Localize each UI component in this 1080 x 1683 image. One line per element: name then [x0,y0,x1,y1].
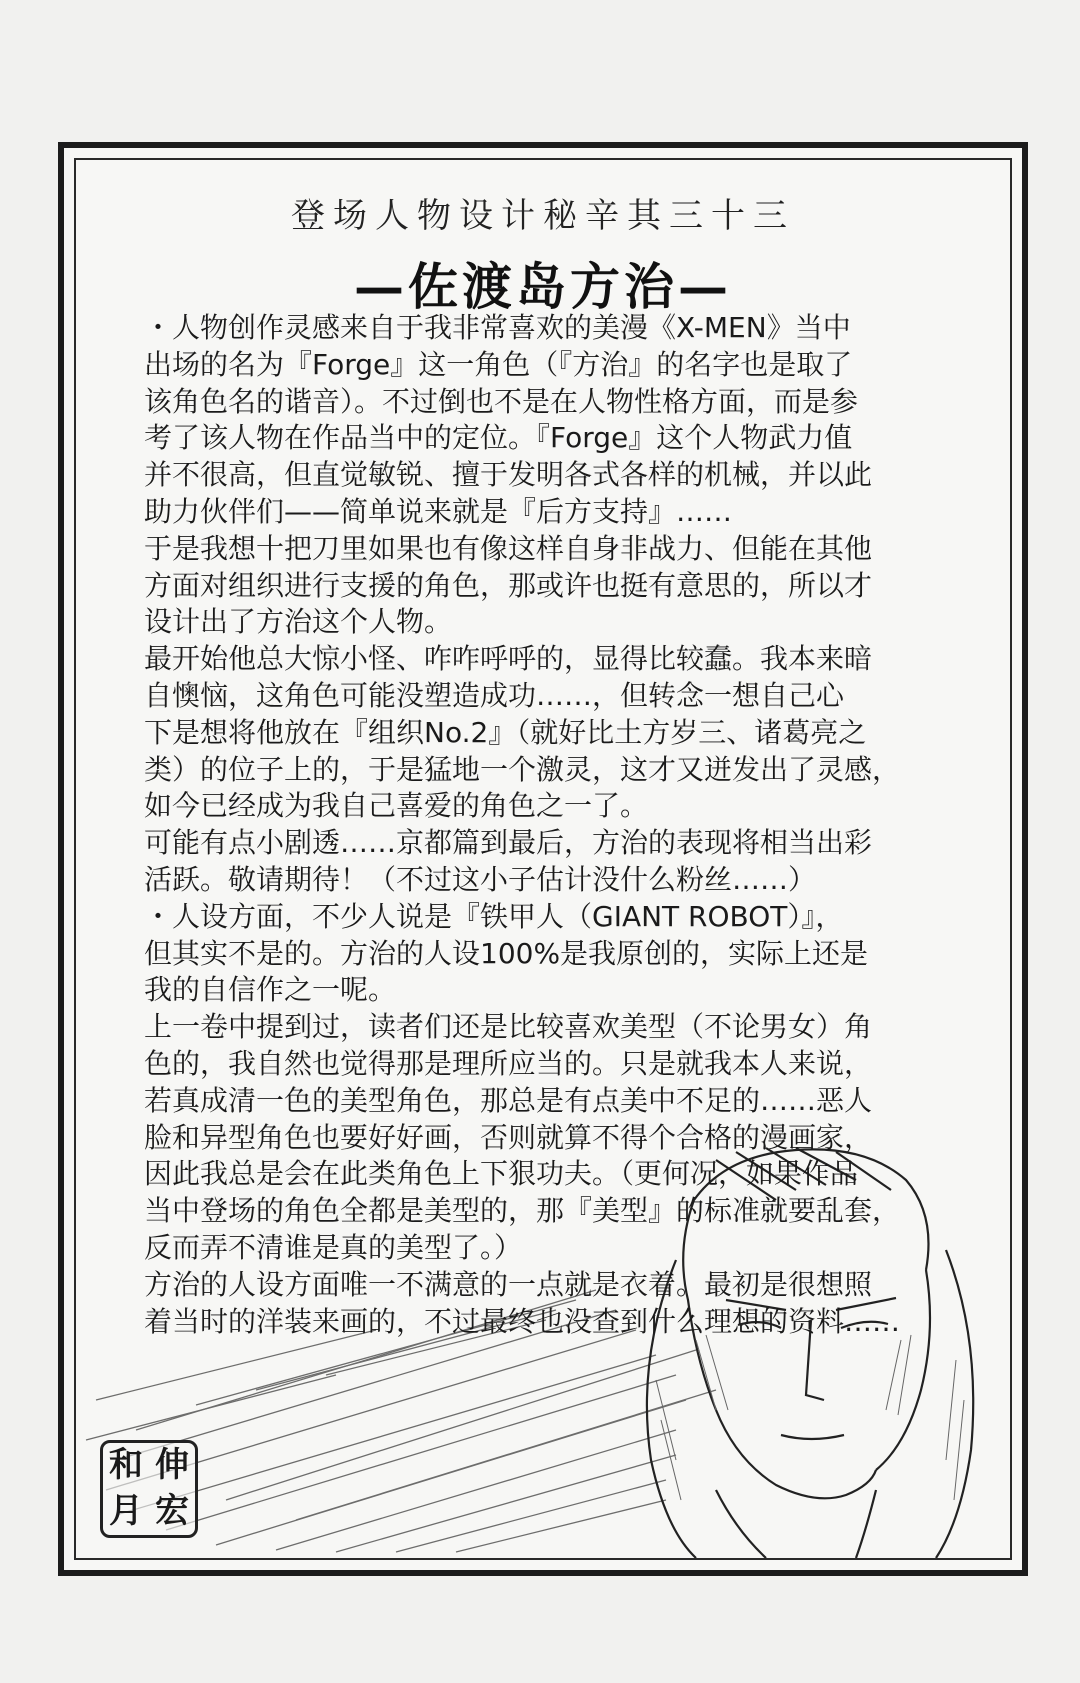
seal-char: 宏 [155,1491,189,1531]
body-line: 类）的位子上的，于是猛地一个激灵，这才又迸发出了灵感， [144,752,901,786]
body-line: 该角色名的谐音）。不过倒也不是在人物性格方面，而是参 [144,384,859,418]
body-line: 我的自信作之一呢。 [144,973,397,1007]
section-subtitle: 登场人物设计秘辛其三十三 [291,196,795,236]
body-line: 当中登场的角色全都是美型的，那『美型』的标准就要乱套， [144,1194,901,1228]
body-line: 活跃。敬请期待！（不过这小子估计没什么粉丝……） [144,862,817,896]
body-line: ・人设方面，不少人说是『铁甲人（GIANT ROBOT）』， [144,899,844,933]
seal-char: 月 [109,1491,143,1531]
body-line: 方面对组织进行支援的角色，那或许也挺有意思的，所以才 [144,568,873,602]
page-inner-frame [74,158,1012,1560]
body-line: 最开始他总大惊小怪、咋咋呼呼的，显得比较蠢。我本来暗 [144,642,873,676]
body-line: 可能有点小剧透……京都篇到最后，方治的表现将相当出彩 [144,826,873,860]
body-line: 自懊恼，这角色可能没塑造成功……，但转念一想自己心 [144,678,845,712]
body-line: 如今已经成为我自己喜爱的角色之一了。 [144,789,649,823]
seal-char: 伸 [155,1445,189,1485]
body-line: 助力伙伴们——简单说来就是『后方支持』…… [144,494,733,528]
body-line: 并不很高，但直觉敏锐、擅于发明各式各样的机械，并以此 [144,458,873,492]
body-line: 着当时的洋装来画的，不过最终也没查到什么理想的资料…… [144,1304,901,1338]
body-line: 考了该人物在作品当中的定位。『Forge』这个人物武力值 [144,421,853,455]
body-line: 设计出了方治这个人物。 [144,605,453,639]
body-line: 脸和异型角色也要好好画，否则就算不得个合格的漫画家， [144,1120,873,1154]
body-line: 反而弄不清谁是真的美型了。） [144,1230,523,1264]
body-line: 上一卷中提到过，读者们还是比较喜欢美型（不论男女）角 [144,1010,873,1044]
seal-char: 和 [109,1445,143,1485]
body-line: 但其实不是的。方治的人设100%是我原创的，实际上还是 [144,936,869,970]
author-seal [100,1440,198,1538]
page-frame [58,142,1028,1576]
body-line: 因此我总是会在此类角色上下狠功夫。（更何况，如果作品 [144,1157,859,1191]
character-title: —佐渡岛方治— [354,257,732,316]
body-line: 若真成清一色的美型角色，那总是有点美中不足的……恶人 [144,1083,873,1117]
body-line: 出场的名为『Forge』这一角色（『方治』的名字也是取了 [144,347,853,381]
body-line: 于是我想十把刀里如果也有像这样自身非战力、但能在其他 [144,531,873,565]
article-body [144,310,964,1340]
body-line: 色的，我自然也觉得那是理所应当的。只是就我本人来说， [144,1046,873,1080]
body-line: 方治的人设方面唯一不满意的一点就是衣着。最初是很想照 [144,1267,873,1301]
body-line: ・人物创作灵感来自于我非常喜欢的美漫《X-MEN》当中 [144,311,851,344]
body-line: 下是想将他放在『组织No.2』（就好比土方岁三、诸葛亮之 [144,715,867,749]
